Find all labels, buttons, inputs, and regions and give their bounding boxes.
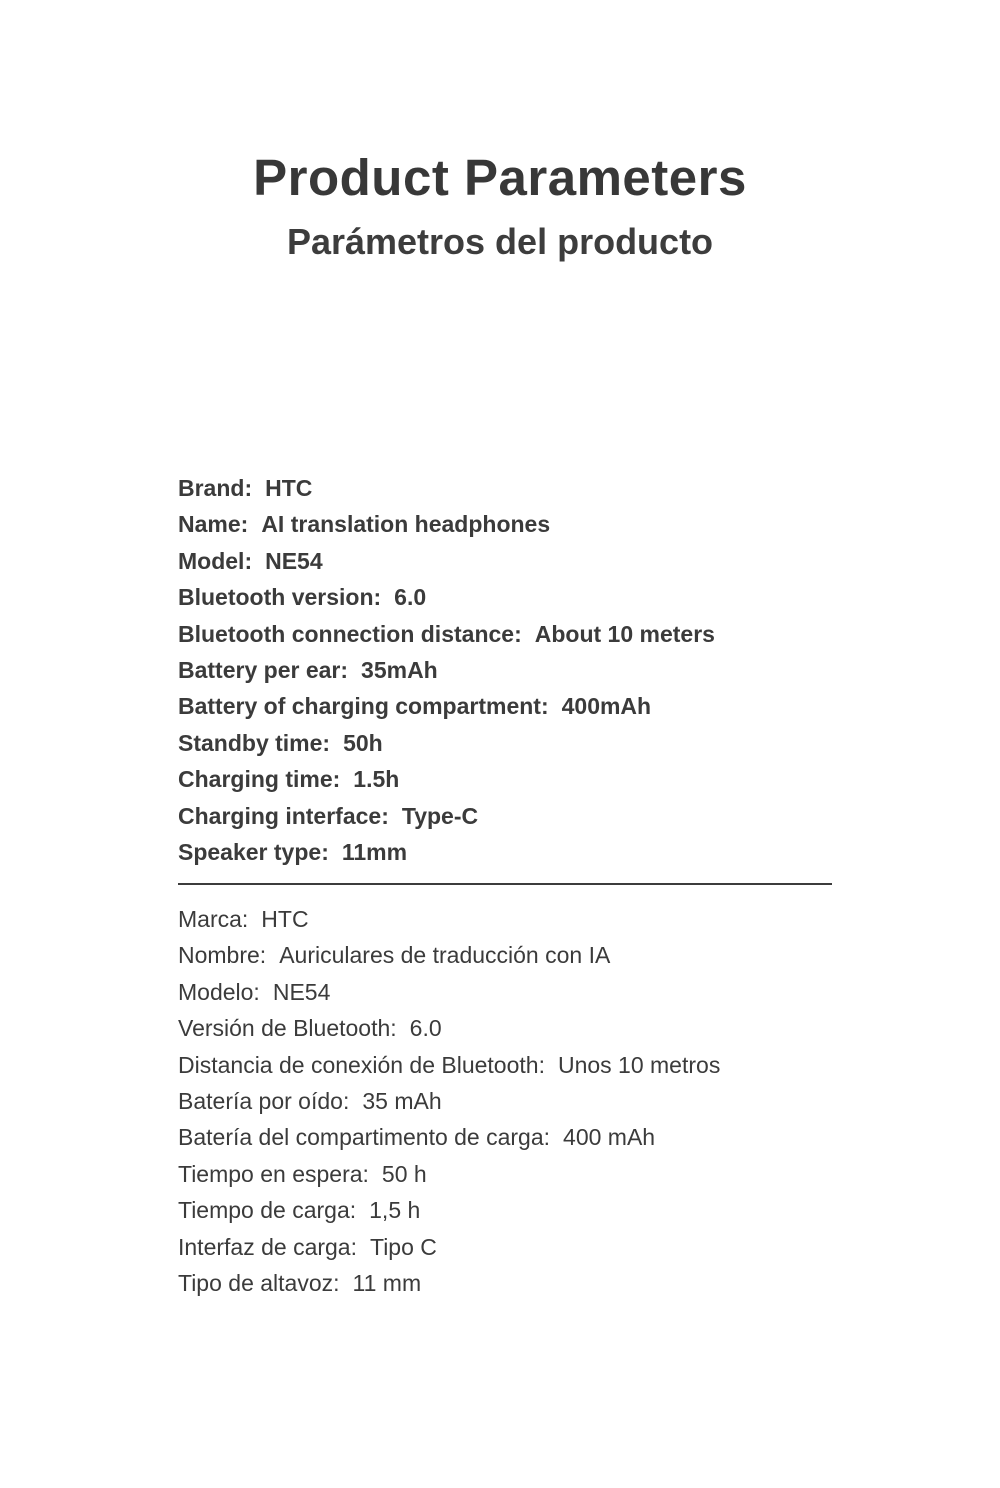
spec-row	[178, 1010, 858, 1046]
spec-row	[178, 1119, 858, 1155]
spec-value: Type-C	[401, 802, 479, 829]
spec-label: Brand:	[178, 475, 253, 501]
spec-value: 1,5 h	[369, 1197, 421, 1224]
spec-row	[178, 1156, 858, 1192]
spec-label: Standby time:	[178, 729, 331, 756]
spec-list-spanish	[178, 901, 858, 1301]
spec-label: Charging interface:	[178, 802, 389, 829]
spec-row	[178, 616, 858, 652]
spec-value: Tipo C	[370, 1233, 437, 1260]
spec-value: HTC	[265, 475, 313, 501]
spec-value: 1.5h	[353, 766, 400, 793]
spec-value: 400 mAh	[563, 1124, 656, 1151]
spec-label: Tiempo en espera:	[178, 1160, 369, 1187]
spec-label: Distancia de conexión de Bluetooth:	[178, 1051, 545, 1078]
spec-label: Bluetooth version:	[178, 584, 382, 611]
spec-label: Tiempo de carga:	[178, 1197, 357, 1224]
spec-row	[178, 761, 858, 797]
spec-row	[178, 1047, 858, 1083]
spec-row	[178, 652, 858, 688]
spec-value: 11mm	[341, 839, 408, 866]
spec-row	[178, 725, 858, 761]
spec-row	[178, 974, 858, 1010]
spec-value: AI translation headphones	[261, 511, 551, 538]
spec-value: 35mAh	[361, 657, 438, 684]
spec-value: About 10 meters	[534, 620, 715, 647]
spec-label: Charging time:	[178, 766, 341, 793]
spec-label: Name:	[178, 511, 249, 538]
spec-row	[178, 579, 858, 615]
page-header	[0, 150, 1000, 262]
section-divider	[178, 883, 832, 885]
spec-label: Tipo de altavoz:	[178, 1270, 340, 1297]
spec-list-english	[178, 470, 858, 870]
spec-label: Batería del compartimento de carga:	[178, 1124, 551, 1151]
spec-value: 6.0	[394, 584, 427, 611]
spec-value: 11 mm	[352, 1270, 422, 1297]
spec-row	[178, 1265, 858, 1301]
spec-value: NE54	[265, 547, 323, 574]
page-subtitle: Parámetros del producto	[286, 221, 714, 263]
spec-label: Battery per ear:	[178, 657, 349, 684]
spec-row	[178, 834, 858, 870]
spec-label: Batería por oído:	[178, 1088, 350, 1115]
spec-label: Nombre:	[178, 942, 267, 969]
spec-row	[178, 688, 858, 724]
spec-label: Battery of charging compartment:	[178, 693, 549, 720]
spec-value: Unos 10 metros	[557, 1051, 721, 1078]
spec-row	[178, 543, 858, 579]
spec-row	[178, 901, 858, 937]
spec-row	[178, 937, 858, 973]
spec-label: Interfaz de carga:	[178, 1233, 357, 1260]
page-title: Product Parameters	[253, 149, 747, 206]
spec-label: Model:	[178, 547, 253, 574]
spec-value: 50 h	[381, 1160, 427, 1187]
spec-row	[178, 798, 858, 834]
spec-row	[178, 506, 858, 542]
spec-label: Modelo:	[178, 978, 260, 1005]
spec-label: Versión de Bluetooth:	[178, 1015, 397, 1042]
spec-value: NE54	[272, 978, 331, 1005]
spec-label: Bluetooth connection distance:	[178, 620, 522, 647]
spec-label: Speaker type:	[178, 839, 329, 866]
spec-row	[178, 470, 858, 506]
spec-label: Marca:	[178, 906, 249, 932]
spec-row	[178, 1192, 858, 1228]
spec-value: 35 mAh	[362, 1088, 442, 1115]
spec-value: HTC	[261, 906, 309, 932]
spec-row	[178, 1229, 858, 1265]
spec-value: 400mAh	[561, 693, 652, 720]
spec-value: 6.0	[409, 1015, 442, 1042]
spec-value: Auriculares de traducción con IA	[279, 942, 611, 969]
spec-value: 50h	[343, 729, 383, 756]
spec-row	[178, 1083, 858, 1119]
